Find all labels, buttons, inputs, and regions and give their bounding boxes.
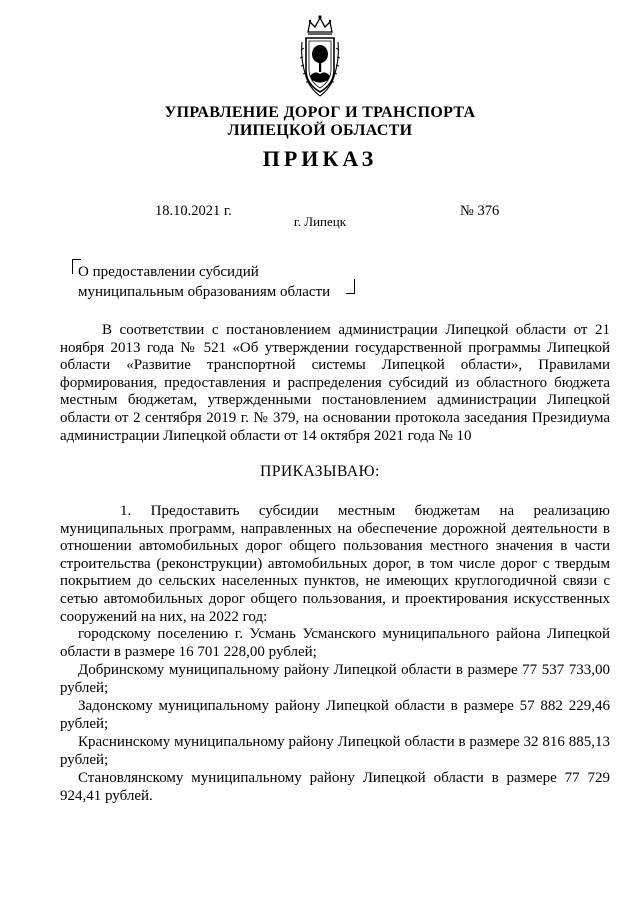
document-title: ПРИКАЗ bbox=[262, 146, 378, 171]
organization-name-line2: ЛИПЕЦКОЙ ОБЛАСТИ bbox=[227, 122, 413, 139]
recipient-row: Становлянскому муниципальному району Липецкой области в размере 77 729 924,41 рублей. bbox=[60, 770, 610, 804]
document-city: г. Липецк bbox=[293, 214, 347, 229]
subject-corner-bottom-right bbox=[346, 279, 355, 294]
recipient-row: городскому поселению г. Усмань Усманского муниципального района Липецкой области в размере 16 701 228,00 рублей; bbox=[60, 626, 610, 660]
recipient-row: Добринскому муниципальному району Липецкой области в размере 77 537 733,00 рублей; bbox=[60, 662, 610, 696]
document-number: № 376 bbox=[460, 203, 500, 219]
order-item-1: 1. Предоставить субсидии местным бюджетам на реализацию муниципальных программ, направленных на обеспечение дорожной деятельности в отношении автомобильных дорог общего пользования местного значения в части строительства (реконструкции) автомобильных дорог, в том числе дорог с твердым покрытием до сельских населенных пунктов, не имеющих круглогодичной связи с сетью автомобильных дорог общего пользования, и проектирования искусственных сооружений на них, на 2022 год: bbox=[60, 503, 610, 625]
subject-block bbox=[78, 262, 330, 302]
subject-line2: муниципальным образованиям области bbox=[78, 284, 331, 300]
organization-name-line1: УПРАВЛЕНИЕ ДОРОГ И ТРАНСПОРТА bbox=[164, 104, 476, 121]
order-word: ПРИКАЗЫВАЮ: bbox=[260, 463, 380, 480]
subject-line1: О предоставлении субсидий bbox=[78, 264, 259, 280]
coat-of-arms-emblem bbox=[298, 12, 342, 98]
preamble-paragraph: В соответствии с постановлением администрации Липецкой области от 21 ноября 2013 года № 521 «Об утверждении государственной программы Липецкой области «Развитие транспортной системы Липецкой области», Правилами формирования, предоставления и распределения субсидий из областного бюджета местным бюджетам, утвержденными постановлением администрации Липецкой области от 2 сентября 2019 г. № 379, на основании протокола заседания Президиума администрации Липецкой области от 14 октября 2021 года № 10 bbox=[60, 322, 610, 444]
recipient-row: Задонскому муниципальному району Липецкой области в размере 57 882 229,46 рублей; bbox=[60, 698, 610, 732]
document-date: 18.10.2021 г. bbox=[155, 203, 232, 219]
recipient-row: Краснинскому муниципальному району Липецкой области в размере 32 816 885,13 рублей; bbox=[60, 734, 610, 768]
